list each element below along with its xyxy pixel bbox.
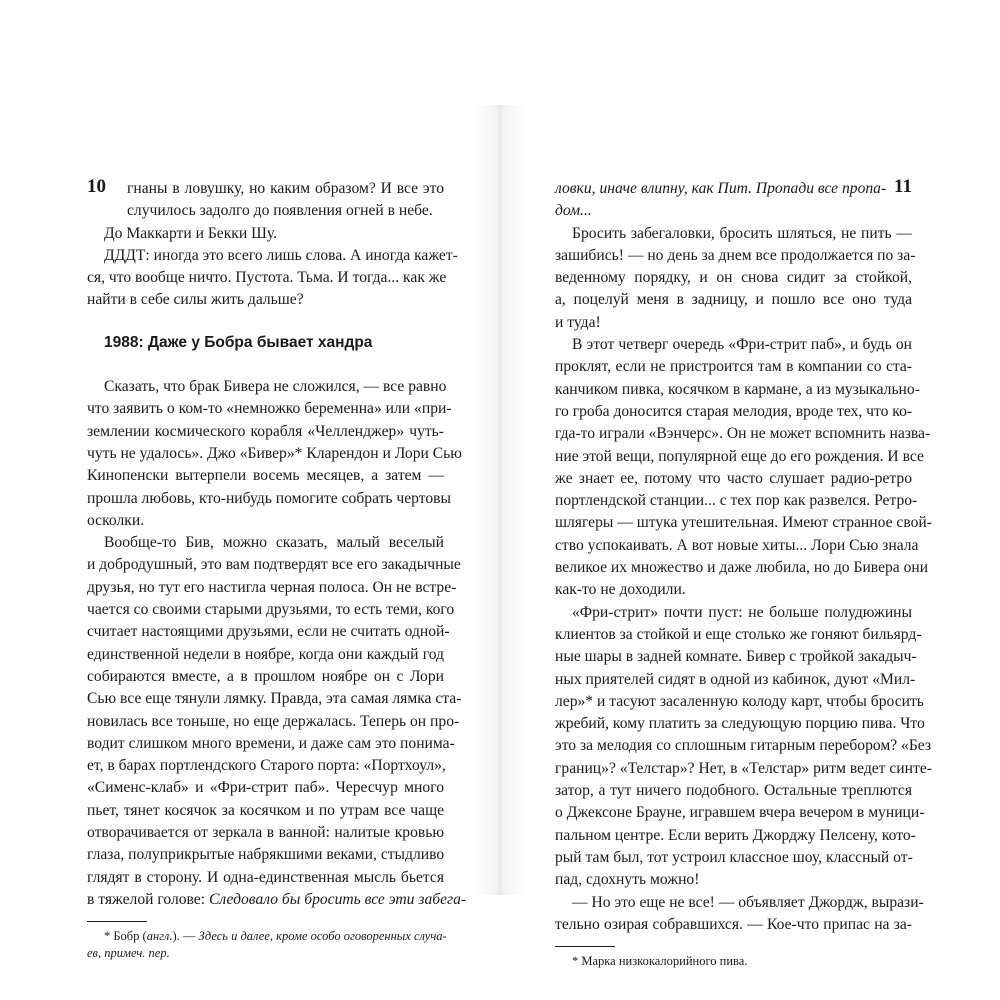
footnote xyxy=(87,928,447,945)
footnote-rule xyxy=(555,946,615,947)
text-line: В этот четверг очередь «Фри-стрит паб», и будь он xyxy=(572,336,912,354)
text-line: случилось задолго до появления огней в небе. xyxy=(127,202,433,220)
text-line: осколки. xyxy=(87,511,145,529)
footnote-text: ). — xyxy=(172,929,199,944)
text-line: — Но это еще не все! — объявляет Джордж, вырази- xyxy=(572,893,924,911)
text-line: пад, сдохнуть можно! xyxy=(555,871,700,889)
page-right xyxy=(555,178,932,970)
footnote: * Марка низкокалорийного пива. xyxy=(572,954,748,969)
book-gutter xyxy=(470,105,530,895)
text-line: До Маккарти и Бекки Шу. xyxy=(104,224,277,242)
text-line: пальном центре. Если верить Джорджу Пелсену, кото- xyxy=(555,826,916,844)
page-left xyxy=(87,178,467,962)
text-line: и туда! xyxy=(555,313,601,331)
text-line: о Джексоне Брауне, игравшем вчера вечером в муници- xyxy=(555,804,925,822)
text-line: го гроба доносится старая мелодия, вроде тех, что ко- xyxy=(555,402,913,420)
text-line: же знает ее, потому что часто слушает радио-ретро xyxy=(555,469,912,487)
text-line: затор, а тут ничего подобного. Остальные треплются xyxy=(555,782,912,800)
footnote-text-italic: англ. xyxy=(146,929,173,944)
text-line: канчиком пивка, косячком в кармане, а из музыкально- xyxy=(555,380,920,398)
footnote-text-italic: Здесь и далее, кроме особо оговоренных случа- xyxy=(198,929,447,944)
text-line: отворачивается от зеркала в ванной: налитые кровью xyxy=(87,824,444,842)
text-line: великое их множество и даже любила, но до Бивера они xyxy=(555,559,929,577)
text-line: глядят в сторону. И одна-единственная мысль бьется xyxy=(87,868,444,886)
text-line: а, поцелуй меня в задницу, и пошло все оно туда xyxy=(555,291,912,309)
text-line-italic: ловки, иначе влипну, как Пит. Пропади все пропа- xyxy=(555,180,887,197)
text-line: Бросить забегаловки, бросить шляться, не пить — xyxy=(572,224,912,242)
text-line: границ»? «Телстар»? Нет, в «Телстар» ритм ведет синте- xyxy=(555,759,932,777)
page-number-right: 11 xyxy=(894,176,912,197)
footnote-text: * Бобр ( xyxy=(104,929,147,944)
text-line: собираются вместе, а в прошлом ноябре он с Лори xyxy=(87,667,444,685)
text-line: Кинопенски вытерпели восемь месяцев, а затем — xyxy=(87,467,444,485)
text-line: ство успокаивать. А вот новые хиты... Лори Сью знала xyxy=(555,536,919,554)
text-line-plain: в тяжелой голове: xyxy=(87,890,209,908)
text-line: гда-то играли «Вэнчерс». Он не может вспомнить назва- xyxy=(555,425,931,443)
text-line: ет, в барах портлендского Старого порта: «Портхоул», xyxy=(87,757,446,775)
text-line-italic: Следовало бы бросить все эти забега- xyxy=(208,890,467,908)
text-line: зашибись! — но день за днем все продолжается по за- xyxy=(555,246,916,264)
text-line: жребий, кому платить за следующую порцию пива. Что xyxy=(555,715,925,733)
page-number-left: 10 xyxy=(87,176,106,197)
text-line: пьет, тянет косячок за косячком и по утрам все чаще xyxy=(87,801,444,819)
text-line: лер»* и тасуют засаленную колоду карт, чтобы бросить xyxy=(555,692,924,710)
text-line: рый там был, тот устроил классное шоу, классный от- xyxy=(555,848,913,866)
text-line: глаза, полуприкрытые набрякшими веками, стыдливо xyxy=(87,846,445,864)
text-line: прошла любовь, кто-нибудь помогите собрать чертовы xyxy=(87,489,452,507)
text-line: Сказать, что брак Бивера не сложился, — все равно xyxy=(104,378,447,396)
footnote-rule xyxy=(87,921,147,922)
text-line: «Фри-стрит» почти пуст: не больше полудюжины xyxy=(572,603,912,621)
text-line: ных приятелей сидят в одной из кабинок, дуют «Мил- xyxy=(555,670,916,688)
text-line: тельно озирая собравшихся. — Кое-что припас на за- xyxy=(555,915,912,933)
text-line: «Сименс-клаб» и «Фри-стрит паб». Чересчур много xyxy=(87,779,444,797)
text-line: гнаны в ловушку, но каким образом? И все это xyxy=(127,180,444,197)
text-line: чается со своими старыми друзьями, то есть теми, кого xyxy=(87,601,455,619)
text-line: ДДДТ: иногда это всего лишь слова. А иногда кажет- xyxy=(104,246,458,264)
text-line: ние этой вещи, популярной еще до его рождения. И все xyxy=(555,447,924,465)
text-line: и добродушный, это вам подтвердят все его закадычные xyxy=(87,556,461,574)
text-line: Сью все еще тянули лямку. Правда, эта самая лямка ста- xyxy=(87,690,462,708)
text-line: считает настоящими друзьями, если не считать одной- xyxy=(87,623,450,641)
text-line: единственной недели в ноябре, когда они каждый год xyxy=(87,645,444,663)
text-line: ся, что вообще ничто. Пустота. Тьма. И тогда... как же xyxy=(87,269,447,287)
text-line: как-то не доходили. xyxy=(555,581,686,599)
text-line-italic: дом... xyxy=(555,202,592,220)
footnote-continuation: ев, примеч. пер. xyxy=(87,946,170,961)
text-line: портлендской станции... с тех пор как развелся. Ретро- xyxy=(555,492,918,510)
text-line: землении космического корабля «Челленджер» чуть- xyxy=(87,422,444,440)
text-line: Вообще-то Бив, можно сказать, малый веселый xyxy=(104,534,444,552)
text-line: это за мелодия со сплошным гитарным перебором? «Без xyxy=(555,737,932,755)
text-line: чуть не удалось». Джо «Бивер»* Кларендон и Лори Сью xyxy=(87,444,462,462)
text-line: веденному порядку, и он снова сидит за стойкой, xyxy=(555,269,912,287)
text-line: что заявить о ком-то «немножко беременна» или «при- xyxy=(87,400,452,418)
text-line: найти в себе силы жить дальше? xyxy=(87,291,304,309)
text-line: проклят, если не пристроится там в компании со ста- xyxy=(555,358,912,376)
text-line: друзья, но тут его настигла черная полоса. Он не встре- xyxy=(87,578,457,596)
section-heading: 1988: Даже у Бобра бывает хандра xyxy=(104,333,373,351)
text-line: новилась все тоньше, но еще держалась. Теперь он про- xyxy=(87,712,460,730)
text-line: шлягеры — штука утешительная. Имеют странное свой- xyxy=(555,514,932,532)
text-line: ные шары в задней комнате. Бивер с тройкой закадыч- xyxy=(555,648,917,666)
text-line: водит слишком много времени, и даже сам это понима- xyxy=(87,734,455,752)
text-line xyxy=(87,889,467,911)
text-line: клиентов за стойкой и еще столько же гоняют бильярд- xyxy=(555,625,922,643)
